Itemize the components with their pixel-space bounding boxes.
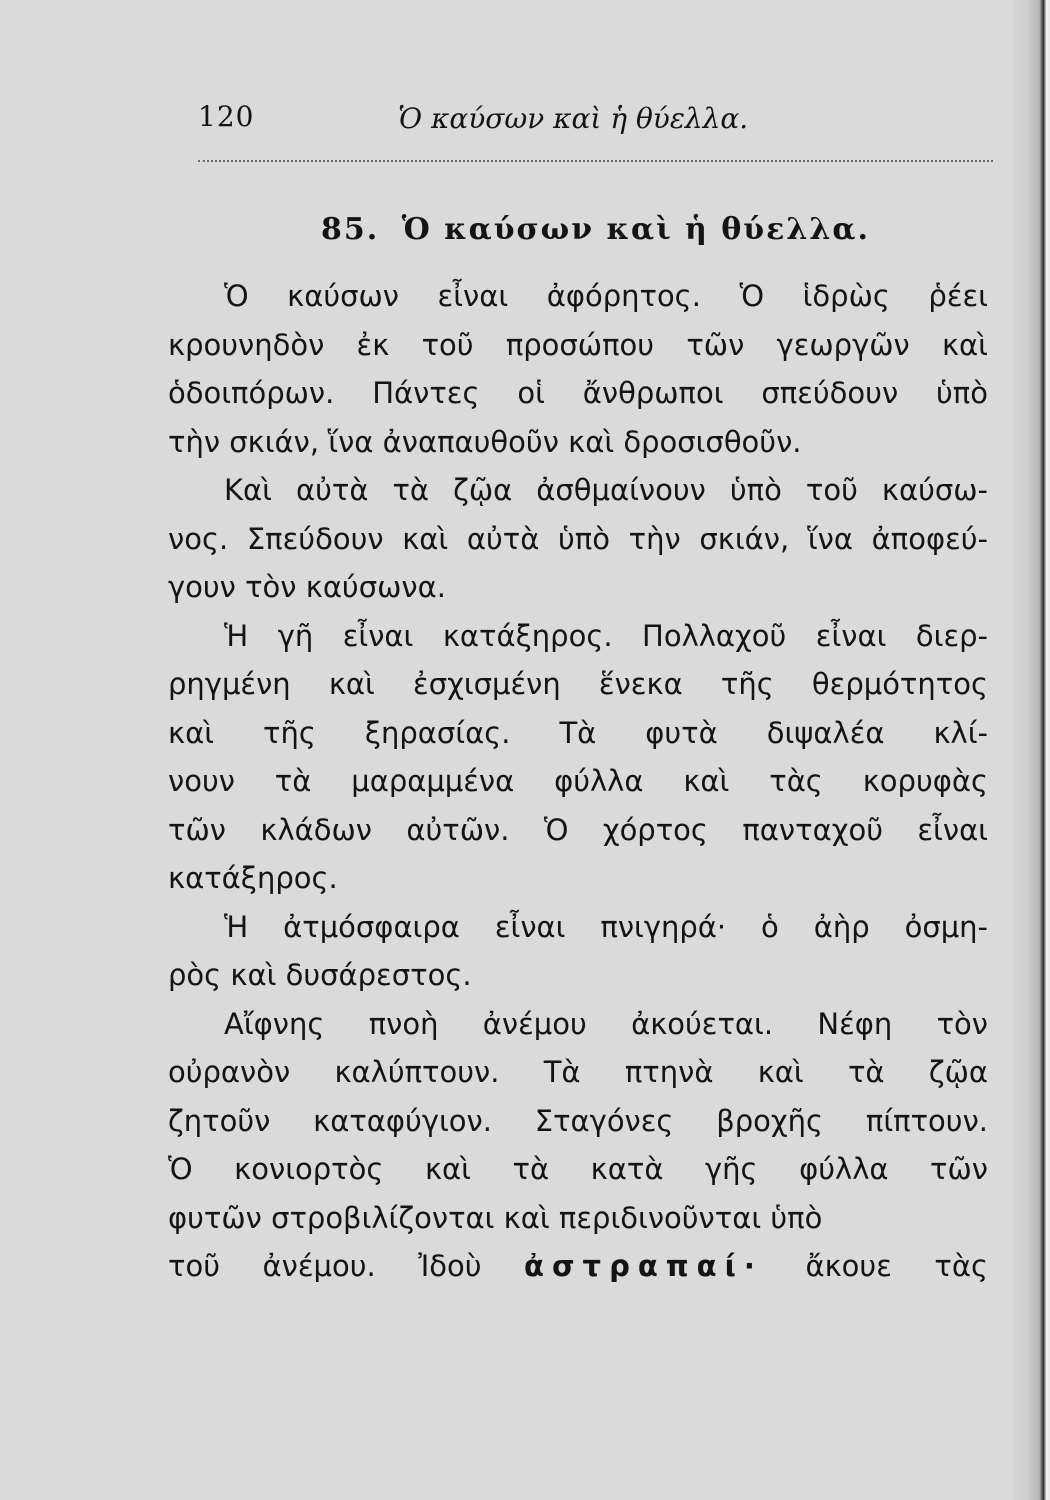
final-line-end: ἄκουε τὰς — [805, 1249, 988, 1283]
chapter-heading — [198, 212, 993, 247]
chapter-title: Ὁ καύσων καὶ ἡ θύελλα. — [401, 212, 870, 247]
text-line-final — [168, 1242, 988, 1291]
paragraph — [168, 903, 988, 1000]
page-header — [198, 100, 978, 150]
text-line: νος. Σπεύδουν καὶ αὐτὰ ὑπὸ τὴν σκιάν, ἵνα ἀποφεύ- — [168, 521, 988, 556]
paragraph — [168, 466, 988, 612]
text-line: τῶν κλάδων αὐτῶν. Ὁ χόρτος πανταχοῦ εἶναι — [168, 812, 988, 847]
final-line-start: τοῦ ἀνέμου. Ἰδοὺ — [168, 1249, 482, 1283]
text-line: Ἡ γῆ εἶναι κατάξηρος. Πολλαχοῦ εἶναι διερ- — [224, 618, 988, 653]
text-line: ὁδοιπόρων. Πάντες οἱ ἄνθρωποι σπεύδουν ὑπὸ — [168, 376, 988, 410]
text-line: ζητοῦν καταφύγιον. Σταγόνες βροχῆς πίπτουν. — [168, 1103, 988, 1138]
text-line: κρουνηδὸν ἐκ τοῦ προσώπου τῶν γεωργῶν καὶ — [168, 327, 988, 362]
text-line: οὐρανὸν καλύπτουν. Τὰ πτηνὰ καὶ τὰ ζῷα — [168, 1055, 988, 1089]
text-line: ρὸς καὶ δυσάρεστος. — [168, 958, 472, 992]
chapter-number: 85. — [321, 212, 380, 247]
text-line: νουν τὰ μαραμμένα φύλλα καὶ τὰς κορυφὰς — [168, 764, 988, 798]
text-line: Αἴφνης πνοὴ ἀνέμου ἀκούεται. Νέφη τὸν — [224, 1006, 988, 1041]
text-line: Ἡ ἀτμόσφαιρα εἶναι πνιγηρά· ὁ ἀὴρ ὀσμη- — [224, 909, 988, 944]
emphasized-word: ἀστραπαί· — [524, 1249, 763, 1283]
body-text — [168, 272, 988, 1291]
paragraph — [168, 1000, 988, 1291]
text-line: ρηγμένη καὶ ἐσχισμένη ἕνεκα τῆς θερμότητος — [168, 667, 988, 701]
text-line: Καὶ αὐτὰ τὰ ζῷα ἀσθμαίνουν ὑπὸ τοῦ καύσω- — [224, 473, 988, 507]
page-gutter — [1014, 0, 1050, 1500]
paragraph — [168, 612, 988, 903]
text-line: Ὁ καύσων εἶναι ἀφόρητος. Ὁ ἱδρὼς ῥέει — [224, 279, 988, 313]
header-rule — [198, 160, 993, 162]
running-title: Ὁ καύσων καὶ ἡ θύελλα. — [398, 102, 749, 135]
text-line: γουν τὸν καύσωνα. — [168, 570, 446, 604]
text-line: φυτῶν στροβιλίζονται καὶ περιδινοῦνται ὑπὸ — [168, 1200, 823, 1235]
text-line: κατάξηρος. — [168, 861, 338, 895]
text-line: Ὁ κονιορτὸς καὶ τὰ κατὰ γῆς φύλλα τῶν — [168, 1152, 988, 1186]
text-line: καὶ τῆς ξηρασίας. Τὰ φυτὰ διψαλέα κλί- — [168, 715, 988, 750]
text-line: τὴν σκιάν, ἵνα ἀναπαυθοῦν καὶ δροσισθοῦν. — [168, 424, 802, 459]
paragraph — [168, 272, 988, 466]
page-number: 120 — [198, 100, 255, 133]
